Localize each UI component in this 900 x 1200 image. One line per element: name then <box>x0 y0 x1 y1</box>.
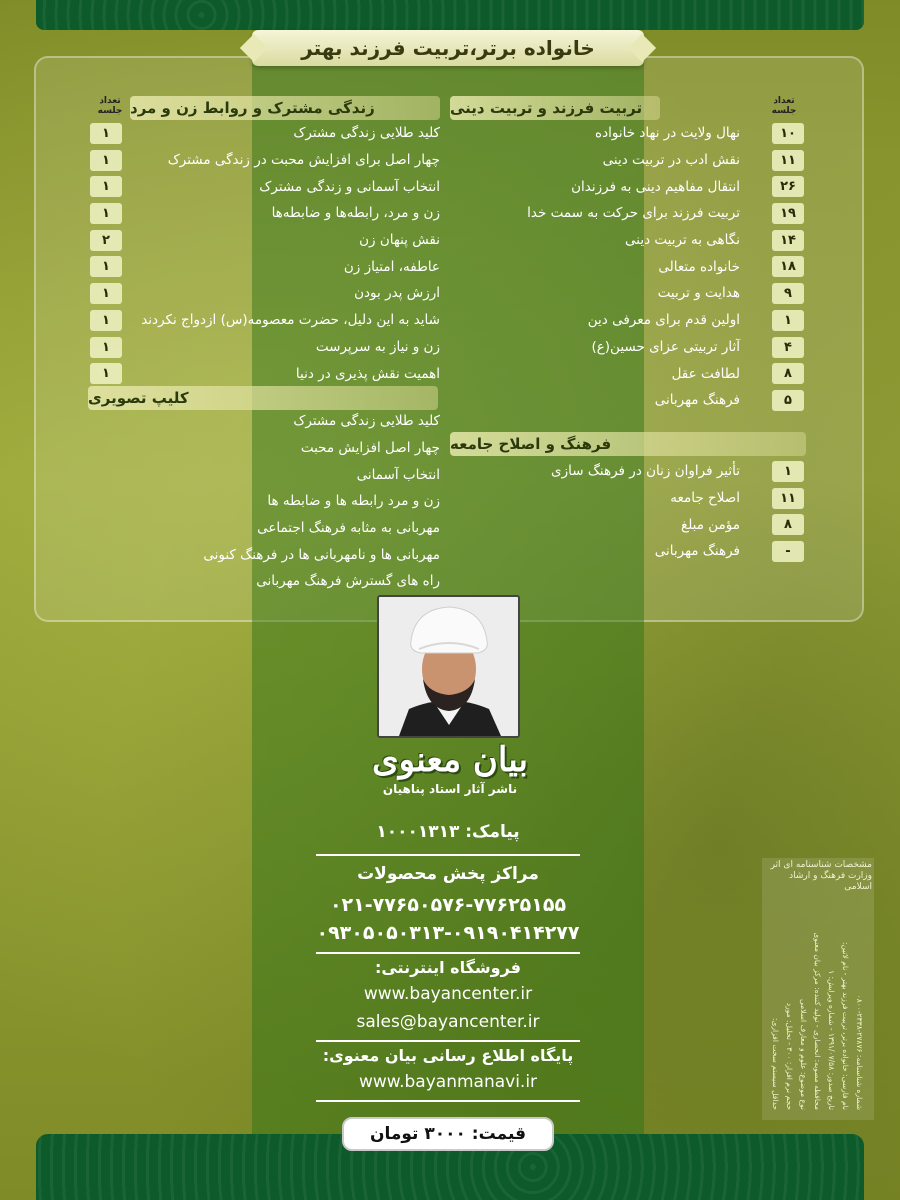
session-count-badge: ۱۹ <box>772 203 804 224</box>
list-item: نگاهی به تربیت دینی <box>625 232 740 249</box>
colophon-title: مشخصات شناسنامه ای اثر وزارت فرهنگ و ارشاد اسلامی <box>770 860 872 892</box>
session-count-badge: ۲۶ <box>772 176 804 197</box>
session-count-badge: ۵ <box>772 390 804 411</box>
list-item: شاید به این دلیل، حضرت معصومه(س) ازدواج نکردند <box>141 312 440 329</box>
phone-numbers-2: ۰۹۳۰۵۰۵۰۳۱۳-۰۹۱۹۰۴۱۴۲۷۷ <box>316 922 580 944</box>
session-count-badge: - <box>772 541 804 562</box>
list-item: نقش ادب در تربیت دینی <box>602 152 740 169</box>
colophon-line: نام فارسی: خانواده برتر، تربیت فرزند بهتر - نام لاتین: <box>841 942 850 1110</box>
price-badge: قیمت: ۳۰۰۰ تومان <box>342 1117 554 1151</box>
divider <box>316 854 580 856</box>
list-item: لطافت عقل <box>671 365 740 382</box>
colophon-line: نوع موضوع: علوم و معارف اسلامی <box>799 998 808 1110</box>
colophon-line: حجم نرم افزار: ۳۰۰ - تحلیل: مورد <box>785 1002 794 1110</box>
session-count-badge: ۱ <box>90 203 122 224</box>
divider <box>316 1100 580 1102</box>
list-item: چهار اصل افزایش محبت <box>300 440 440 457</box>
session-count-badge: ۱۱ <box>772 488 804 509</box>
session-count-badge: ۱ <box>90 363 122 384</box>
religious-upbringing-counts <box>772 123 804 417</box>
list-item: اولین قدم برای معرفی دین <box>587 312 740 329</box>
shop-email-link[interactable]: sales@bayancenter.ir <box>356 1012 540 1032</box>
info-portal-label: پایگاه اطلاع رسانی بیان معنوی: <box>322 1046 574 1065</box>
session-count-badge: ۱ <box>90 337 122 358</box>
speaker-portrait-icon <box>379 597 518 736</box>
list-item: زن و مرد، رابطه‌ها و ضابطه‌ها <box>271 205 440 222</box>
count-column-header-right: تعداد جلسه <box>771 96 797 116</box>
list-item: هدایت و تربیت <box>657 285 740 302</box>
colophon-line: شماره شناسنامه: ۲۷۸۷۶-۲۳۳۸-۰۸۰۰ <box>855 994 864 1110</box>
video-clips-list <box>150 408 440 595</box>
religious-upbringing-list <box>450 120 740 414</box>
session-count-badge: ۲ <box>90 230 122 251</box>
list-item: مؤمن مبلغ <box>681 516 740 533</box>
list-item: کلید طلایی زندگی مشترک <box>293 413 440 430</box>
colophon-details <box>760 890 872 1110</box>
sms-line <box>252 822 644 842</box>
list-item: فرهنگ مهربانی <box>654 392 740 409</box>
session-count-badge: ۱۰ <box>772 123 804 144</box>
list-item: عاطفه، امتیاز زن <box>343 258 440 275</box>
list-item: اهمیت نقش پذیری در دنیا <box>295 365 440 382</box>
list-item: اصلاح جامعه <box>670 490 740 507</box>
culture-reform-list <box>450 458 740 565</box>
section-heading-video-clips: کلیپ تصویری <box>88 386 438 410</box>
online-shop-label: فروشگاه اینترنتی: <box>374 958 522 977</box>
culture-reform-counts <box>772 461 804 568</box>
list-item: تربیت فرزند برای حرکت به سمت خدا <box>527 205 740 222</box>
distribution-label: مراکز پخش محصولات <box>357 864 539 884</box>
list-item: کلید طلایی زندگی مشترک <box>293 125 440 142</box>
married-life-counts <box>90 123 122 390</box>
session-count-badge: ۱ <box>90 123 122 144</box>
session-count-badge: ۱ <box>90 310 122 331</box>
list-item: مهربانی به مثابه فرهنگ اجتماعی <box>257 520 440 537</box>
session-count-badge: ۱۸ <box>772 256 804 277</box>
sms-number: ۱۰۰۰۱۳۱۳ <box>376 822 460 842</box>
list-item: مهربانی ها و نامهربانی ها در فرهنگ کنونی <box>203 546 440 563</box>
session-count-badge: ۱۱ <box>772 150 804 171</box>
list-item: راه های گسترش فرهنگ مهربانی <box>256 573 440 590</box>
list-item: تأثیر فراوان زنان در فرهنگ سازی <box>551 463 740 480</box>
list-item: نقش پنهان زن <box>359 232 440 249</box>
session-count-badge: ۸ <box>772 514 804 535</box>
session-count-badge: ۱ <box>90 256 122 277</box>
brand-logo: بیان معنوی <box>372 740 528 780</box>
list-item: زن و مرد رابطه ها و ضابطه ها <box>267 493 440 510</box>
info-portal-link[interactable]: www.bayanmanavi.ir <box>358 1072 538 1092</box>
list-item: نهال ولایت در نهاد خانواده <box>595 125 740 142</box>
session-count-badge: ۱۴ <box>772 230 804 251</box>
list-item: زن و نیاز به سرپرست <box>315 338 440 355</box>
list-item: ارزش پدر بودن <box>354 285 440 302</box>
list-item: انتخاب آسمانی و زندگی مشترک <box>259 178 440 195</box>
page-title: خانواده برتر،تربیت فرزند بهتر <box>252 30 644 66</box>
list-item: چهار اصل برای افزایش محبت در زندگی مشترک <box>167 152 440 169</box>
session-count-badge: ۱ <box>90 283 122 304</box>
top-decorative-band <box>36 0 864 30</box>
session-count-badge: ۴ <box>772 337 804 358</box>
list-item: فرهنگ مهربانی <box>654 543 740 560</box>
divider <box>316 952 580 954</box>
shop-website-link[interactable]: www.bayancenter.ir <box>363 984 533 1004</box>
list-item: آثار تربیتی عزای حسین(ع) <box>591 338 740 355</box>
colophon-line: محافظه مصوبه: انحصاری - تولید کننده: مرکز بیان معنوی <box>813 932 822 1110</box>
colophon-line: تاریخ صدور: ۱۳۹۱/۰۷/۵۸ - شماره ویرایش: ۱ <box>827 970 836 1110</box>
count-column-header-left: تعداد جلسه <box>97 96 123 116</box>
speaker-photo <box>377 595 520 738</box>
section-heading-married-life: زندگی مشترک و روابط زن و مرد <box>130 96 440 120</box>
publisher-tagline: ناشر آثار استاد پناهیان <box>382 782 518 796</box>
session-count-badge: ۹ <box>772 283 804 304</box>
session-count-badge: ۱ <box>772 310 804 331</box>
section-heading-religious-upbringing: تربیت فرزند و تربیت دینی <box>450 96 660 120</box>
colophon-line: حداقل سیستم سخت افزاری: <box>771 1018 780 1110</box>
sms-label: پیامک: <box>465 822 520 842</box>
divider <box>316 1040 580 1042</box>
session-count-badge: ۸ <box>772 363 804 384</box>
married-life-list <box>115 120 440 387</box>
list-item: انتخاب آسمانی <box>356 466 440 483</box>
phone-numbers-1: ۰۲۱-۷۷۶۵۰۵۷۶-۷۷۶۲۵۱۵۵ <box>329 894 567 916</box>
section-heading-culture-reform: فرهنگ و اصلاح جامعه <box>450 432 806 456</box>
list-item: خانواده متعالی <box>658 258 740 275</box>
list-item: انتقال مفاهیم دینی به فرزندان <box>571 178 740 195</box>
session-count-badge: ۱ <box>90 176 122 197</box>
session-count-badge: ۱ <box>772 461 804 482</box>
session-count-badge: ۱ <box>90 150 122 171</box>
